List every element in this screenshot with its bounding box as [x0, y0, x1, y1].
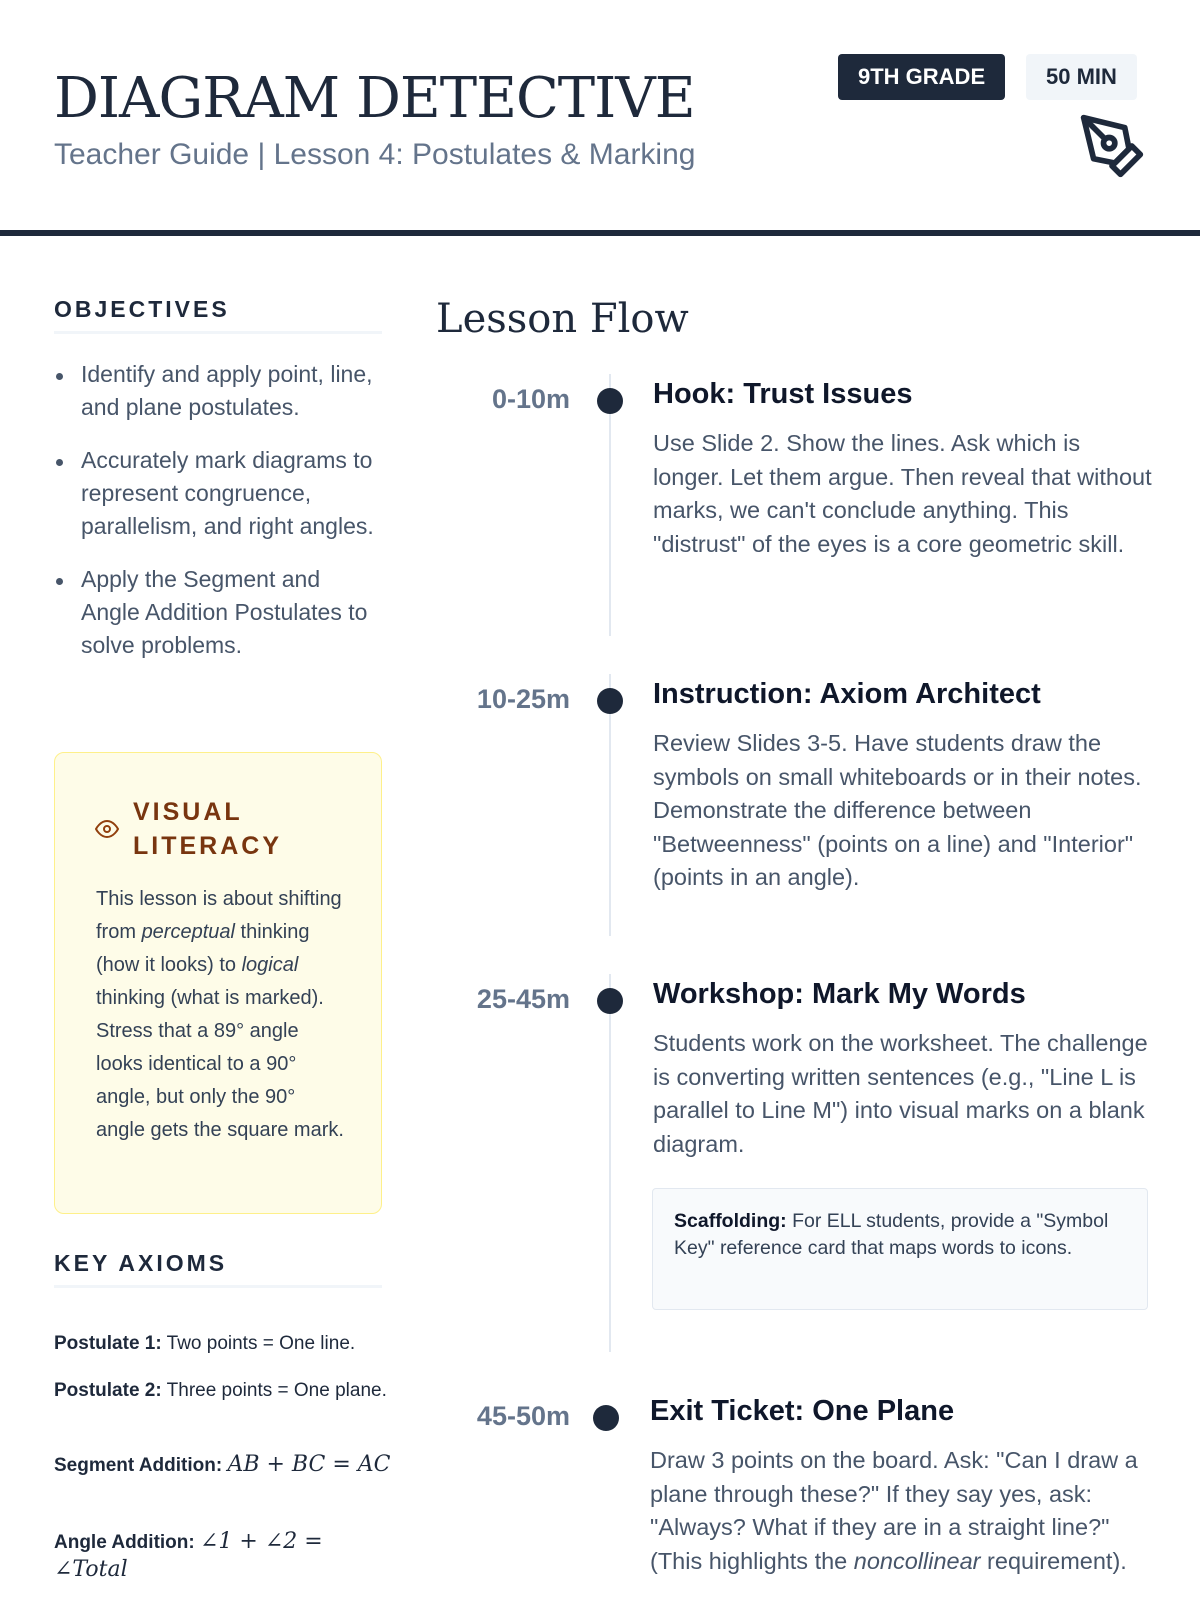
visual-literacy-callout	[54, 752, 382, 1214]
grade-badge: 9TH GRADE	[838, 54, 1005, 100]
timeline-dot	[593, 1405, 619, 1431]
callout-text: This lesson is about shifting from perceptual thinking (how it looks) to logical thinking (what is marked). Stress that a 89° angle looks identical to a 90° angle, but only the 90° angle gets the square mark.	[96, 888, 344, 1141]
timeline-dot	[597, 988, 623, 1014]
objective-item: Apply the Segment and Angle Addition Postulates to solve problems.	[54, 563, 384, 662]
step-description: Review Slides 3-5. Have students draw the symbols on small whiteboards or in their notes. Demonstrate the difference between "Betweenness" (points on a line) and "Interior" (points in an angle).	[653, 730, 1142, 890]
objectives-list	[54, 358, 384, 682]
eye-icon	[95, 817, 119, 841]
step-title: Hook: Trust Issues	[653, 378, 913, 410]
scaffolding-note: Scaffolding: For ELL students, provide a "Symbol Key" reference card that maps words to icons.	[652, 1188, 1148, 1310]
step-description: Use Slide 2. Show the lines. Ask which is longer. Let them argue. Then reveal that without marks, we can't conclude anything. This "distrust" of the eyes is a core geometric skill.	[653, 430, 1152, 557]
page-subtitle: Teacher Guide | Lesson 4: Postulates & Marking	[54, 138, 696, 171]
step-title: Exit Ticket: One Plane	[650, 1395, 955, 1427]
axioms-heading: KEY AXIOMS	[54, 1250, 382, 1288]
axiom-item: Postulate 2: Three points = One plane.	[54, 1380, 387, 1401]
step-time: 25-45m	[476, 984, 570, 1014]
step-time: 0-10m	[491, 384, 570, 414]
step-time: 45-50m	[476, 1401, 570, 1431]
step-description: Students work on the worksheet. The challenge is converting written sentences (e.g., "Line L is parallel to Line M") into visual marks on a blank diagram.	[653, 1030, 1148, 1157]
duration-badge: 50 MIN	[1026, 54, 1137, 100]
page-title: DIAGRAM DETECTIVE	[54, 66, 695, 131]
objective-item: Accurately mark diagrams to represent congruence, parallelism, and right angles.	[54, 444, 384, 543]
axiom-item: Angle Addition: ∠1 + ∠2 = ∠Total	[54, 1529, 323, 1582]
objectives-heading: OBJECTIVES	[54, 296, 382, 334]
step-title: Instruction: Axiom Architect	[653, 678, 1041, 710]
lesson-flow-title: Lesson Flow	[436, 296, 689, 342]
timeline-dot	[597, 688, 623, 714]
step-title: Workshop: Mark My Words	[653, 978, 1026, 1010]
page-header	[0, 0, 1200, 236]
axiom-item: Postulate 1: Two points = One line.	[54, 1333, 356, 1354]
pen-nib-icon	[1078, 112, 1146, 180]
objective-item: Identify and apply point, line, and plane postulates.	[54, 358, 384, 424]
step-time: 10-25m	[476, 684, 570, 714]
timeline-dot	[597, 388, 623, 414]
callout-title: VISUAL LITERACY	[133, 798, 282, 860]
timeline-line	[609, 974, 611, 1352]
axiom-item: Segment Addition: AB + BC = AC	[54, 1452, 391, 1477]
step-description: Draw 3 points on the board. Ask: "Can I draw a plane through these?" If they say yes, ask: "Always? What if they are in a straight line?" (This highlights the noncollinear requirement).	[650, 1447, 1138, 1574]
